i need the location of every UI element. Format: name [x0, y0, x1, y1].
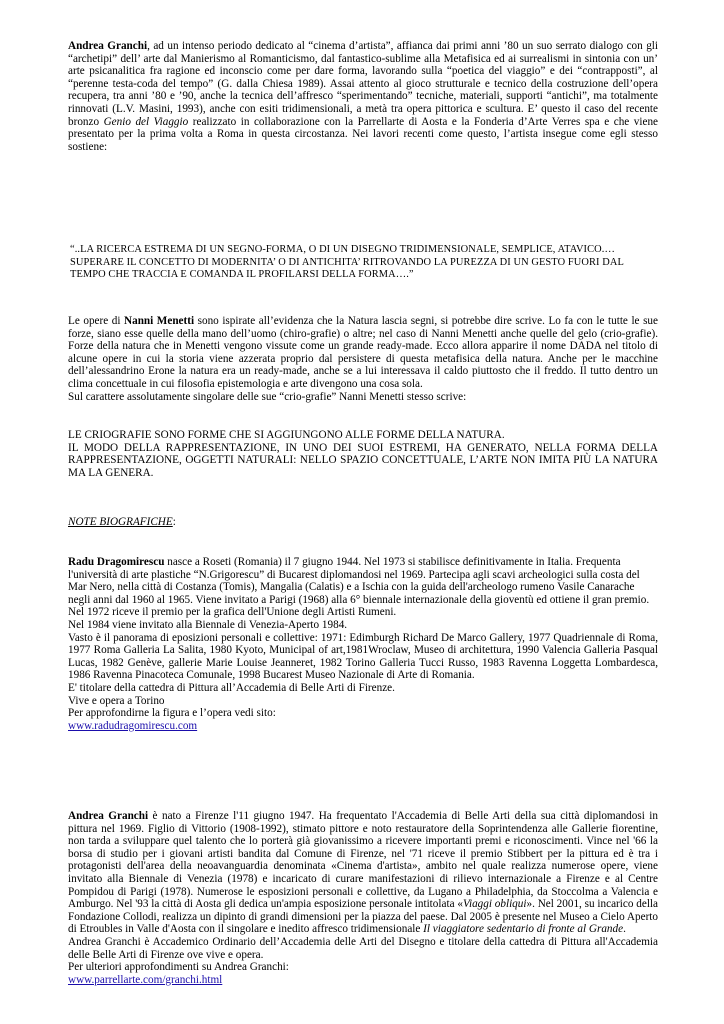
notes-heading: NOTE BIOGRAFICHE: [68, 516, 176, 528]
granchi-quote: “..LA RICERCA ESTREMA DI UN SEGNO-FORMA, O DI UN DISEGNO TRIDIMENSIONALE, SEMPLICE, ATAVICO.… SUPERARE IL CONCETTO DI MODERNITA’ O DI ANTICHITA’ RITROVANDO LA PUREZZA DI UN GESTO FUORI DAL TEMPO CHE TRACCIA E COMANDA IL PROFILARSI DELLA FORMA….” [70, 244, 624, 281]
artist-name: Radu Dragomirescu [68, 556, 165, 568]
dragomirescu-website-link[interactable]: www.radudragomirescu.com [68, 719, 198, 732]
granchi-website-link[interactable]: www.parrellarte.com/granchi.html [68, 973, 223, 986]
granchi-essay-paragraph: Andrea Granchi, ad un intenso periodo dedicato al “cinema d’artista”, affianca dai primi anni ’80 un suo serrato dialogo con gli “archetipi” dell’ arte dal Manierismo al Romanticismo, dal fantastico-sublime alla Metafisica ed ai surrealismi in sintonia con un’ arte psicanalitica fra ragione ed inconscio come per dare forma, lavorando sulla “poetica del viaggio” e dei “contrapposti”, al “perenne testa-coda del tempo” (G. dalla Chiesa 1989). Assai attento al gioco strutturale e tecnico della costruzione dell’opera recupera, tra anni ’80 e ’90, anche la tecnica dell’affresco “sperimentando” tecniche, materiali, supporti “antichi”, ma totalmente rinnovati (L.V. Masini, 1993), anche con esiti tridimensionali, a metà tra opera pittorica e scultura. E’ questo il caso del recente bronzo Genio del Viaggio realizzato in collaborazione con la Parrellarte di Aosta e la Fonderia d’Arte Verres spa e che viene presentato per la prima volta a Roma in questa circostanza. Nei lavori recenti come questo, l’artista insegue come egli stesso sostiene: [68, 40, 659, 153]
dragomirescu-bio: Radu Dragomirescu nasce a Roseti (Romania) il 7 giugno 1944. Nel 1973 si stabilisce definitivamente in Italia. Frequenta l'università di arte plastiche “N.Grigorescu” di Bucarest diplomandosi nel 1969. Partecipa agli scavi archeologici sulla costa del Mar Nero, nella città di Costanza (Tomis), Mangalia (Calatis) e a Ischia con la guida dell'archeologo rumeno Vasile Canarache negli anni dal 1960 al 1965. Viene invitato a Parigi (1968) alla 6° biennale internazionale della gioventù ed ottiene il gran premio. Nel 1972 riceve il premio per la grafica dell'Unione degli Artisti Rumeni. Nel 1984 viene invitato alla Biennale di Venezia-Aperto 1984. Vasto è il panorama di eposizioni personali e collettive: 1971: Edimburgh Richard De Marco Gallery, 1977 Quadriennale di Roma, 1977 Roma Galleria La Salita, 1980 Kyoto, Municipal of art,1981Wroclaw, Museo di architettura, 1990 Valencia Galleria Pasqual Lucas, 1982 Genève, gallerie Marie Louise Jeanneret, 1982 Torino Galleria Tucci Russo, 1983 Ravenna Loggetta Lombardesca, 1986 Ravenna Pinacoteca Comunale, 1998 Bucarest Museo Nazionale di Arte di Romania. E' titolare della cattedra di Pittura all’Accademia di Belle Arti di Firenze. Vive e opera a Torino Per approfondirne la figura e l’opera vedi sito: www.radudragomirescu.com [68, 556, 658, 732]
granchi-bio: Andrea Granchi è nato a Firenze l'11 giugno 1947. Ha frequentato l'Accademia di Belle Arti della sua città diplomandosi in pittura nel 1969. Figlio di Vittorio (1908-1992), stimato pittore e noto restauratore della Soprintendenza alle Gallerie fiorentine, non tarda a sviluppare quel talento che lo porterà già giovanissimo a ricevere importanti premi e riconoscimenti. Vince nel '66 la borsa di studio per i giovani artisti bandita dal Comune di Firenze, nel '71 riceve il premio Stibbert per la pittura ed è tra i protagonisti dell'area della neoavanguardia denominata «Cinema d'artista», ambito nel quale realizza numerose opere, viene invitato alla Biennale di Venezia (1978) e incaricato di curare manifestazioni di rilievo internazionale a Firenze e al Centre Pompidou di Parigi (1978). Numerose le esposizioni personali e collettive, da Lugano a Philadelphia, da Stoccolma a Valencia e Amburgo. Nel '93 la città di Aosta gli dedica un'ampia esposizione personale intitolata «Viaggi obliqui». Nel 2001, su incarico della Fondazione Collodi, realizza un dipinto di grandi dimensioni per la piazza del paese. Dal 2005 è presente nel Museo a Cielo Aperto di Etroubles in Valle d'Aosta con il singolare e inedito affresco tridimensionale Il viaggiatore sedentario di fronte al Grande. Andrea Granchi è Accademico Ordinario dell’Accademia delle Arti del Disegno e titolare della cattedra di Pittura all'Accademia delle Belle Arti di Firenze ove vive e opera. Per ulteriori approfondimenti su Andrea Granchi: www.parrellarte.com/granchi.html [68, 810, 659, 986]
artist-name: Andrea Granchi [68, 810, 149, 822]
artist-name: Nanni Menetti [124, 315, 195, 327]
work-title: Genio del Viaggio [103, 115, 189, 128]
menetti-caps-quote: LE CRIOGRAFIE SONO FORME CHE SI AGGIUNGONO ALLE FORME DELLA NATURA. IL MODO DELLA RAPPRESENTAZIONE, IN UNO DEI SUOI ESTREMI, HA GENERATO, NELLA FORMA DELLA RAPPRESENTAZIONE, OGGETTI NATURALI: NELLO SPAZIO CONCETTUALE, L’ARTE NON IMITA PIÙ LA NATURA MA LA GENERA. [68, 429, 658, 479]
artist-name: Andrea Granchi [68, 40, 148, 52]
menetti-paragraph: Le opere di Nanni Menetti sono ispirate all’evidenza che la Natura lascia segni, si potrebbe dire scrive. Lo fa con le tutte le sue forze, siano esse quelle della mano dell’uomo (chiro-grafie) o altre; nel caso di Nanni Menetti anche quelle del gelo (crio-grafie). Forze della natura che in Menetti vengono vissute come un grande ready-made. Ecco allora apparire il nome DADA nel titolo di alcune opere in cui la storia viene azzerata proprio dal persistere di questa metafisica della natura. Anche per le macchine dell’alessandrino Erone la natura era un ready-made, anche se a lui interessava il caldo piuttosto che il freddo. Il tutto dentro un clima concettuale in cui filosofia epistemologia e arte divengono una cosa sola. Sul carattere assolutamente singolare delle sue “crio-grafie” Nanni Menetti stesso scrive: [68, 315, 658, 403]
